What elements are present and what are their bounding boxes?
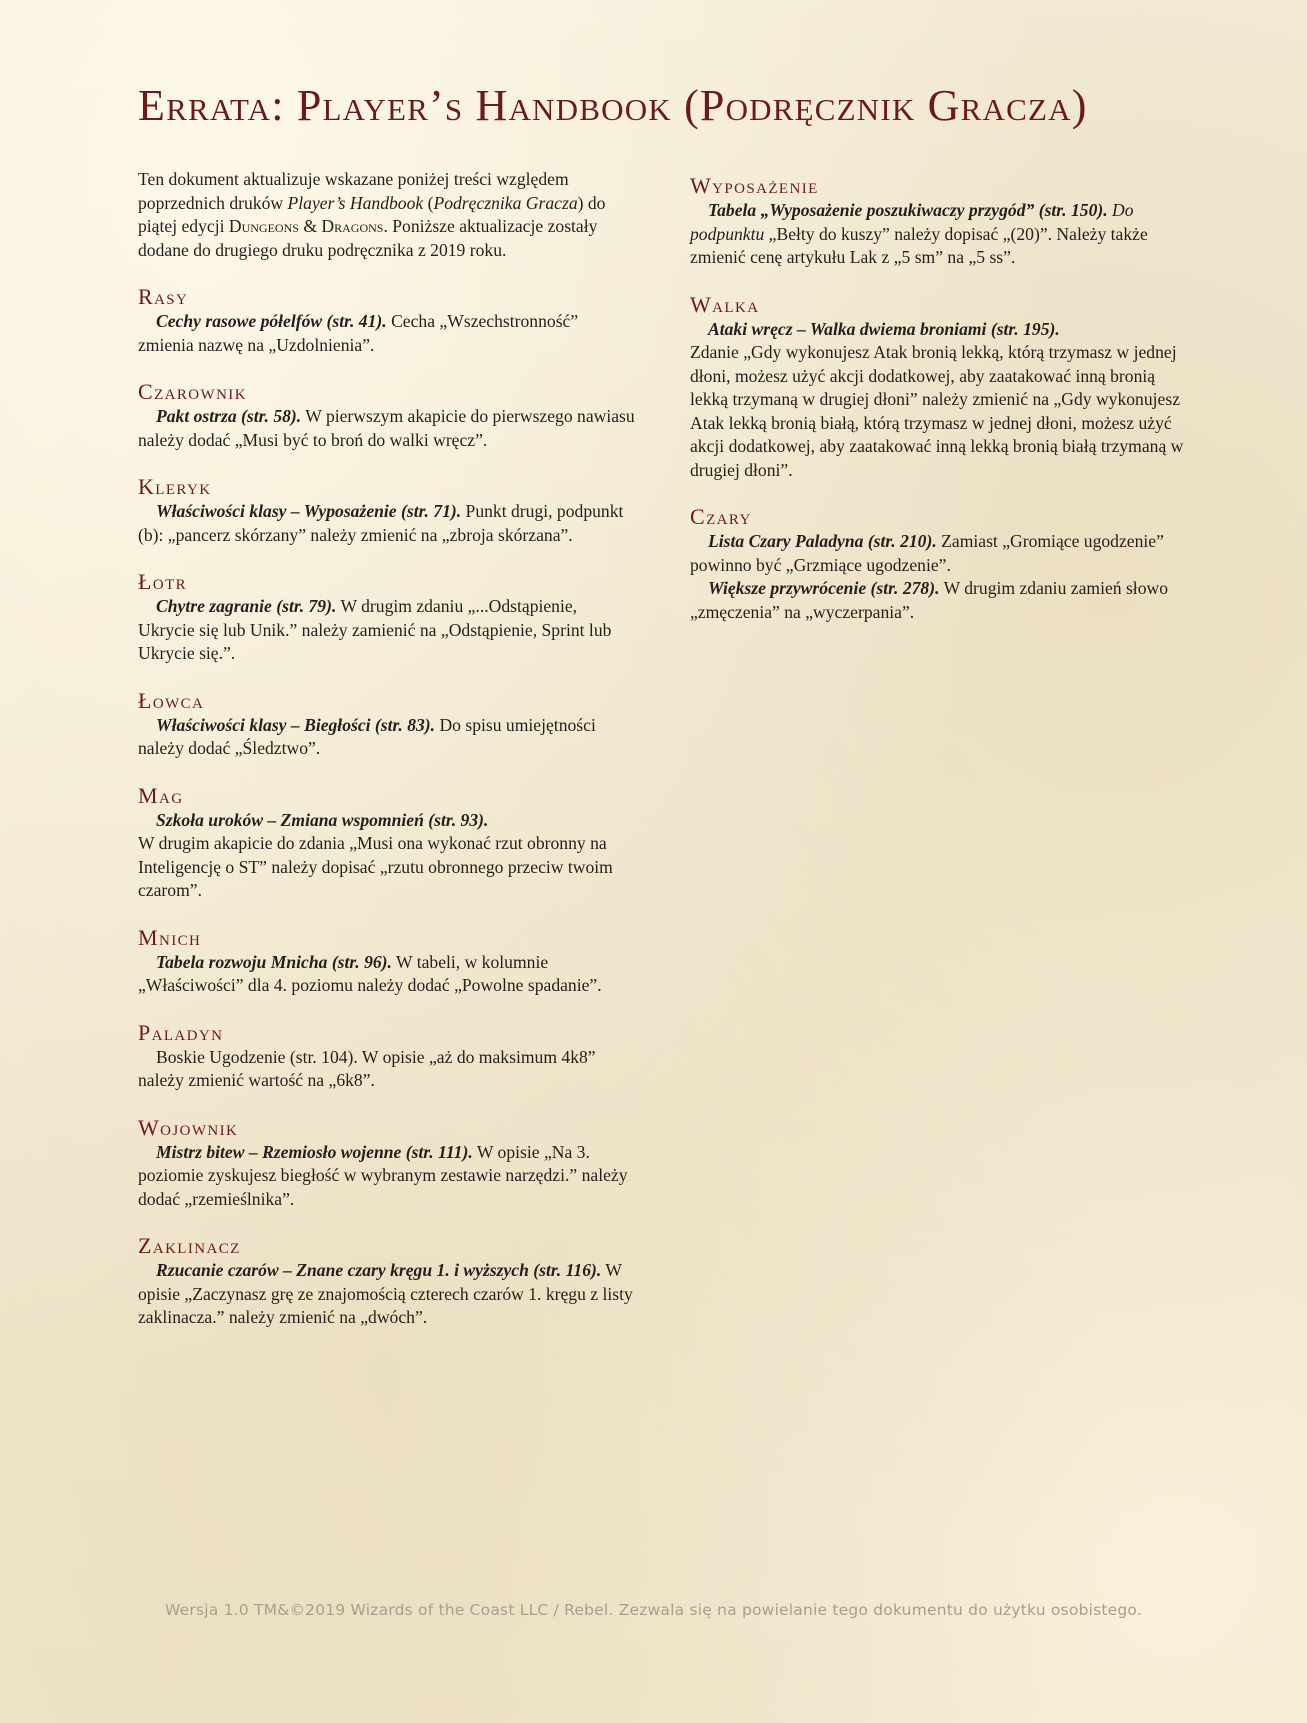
erratum-text: Zdanie „Gdy wykonujesz Atak bronią lekką, którą trzymasz w jednej dłoni, możesz użyć akcji dodatkowej, aby zaatakować inną bronią lekką trzymaną w drugiej dłoni” należy zmienić na „Gdy wykonujesz Atak lekką bronią białą, którą trzymasz w jednej dłoni, możesz użyć akcji dodatkowej, aby zaatakować inną lekką bronią białą trzymaną w drugiej dłoni”. — [690, 342, 1184, 480]
erratum-entry — [138, 310, 638, 357]
intro-book-title-pl: Podręcznika Gracza — [433, 192, 578, 213]
erratum-text: W opisie „Na 3. poziomie zyskujesz biegłość w wybranym zestawie narzędzi.” należy dodać „rzemieślnika”. — [138, 1141, 628, 1209]
section-title: Czarownik — [138, 379, 247, 404]
section-lotr — [138, 570, 638, 666]
erratum-entry — [690, 199, 1195, 270]
erratum-text: W tabeli, w kolumnie „Właściwości” dla 4. poziomu należy dodać „Powolne spadanie”. — [138, 951, 602, 995]
section-czarownik — [138, 380, 638, 452]
erratum-text: Do spisu umiejętności należy dodać „Śledztwo”. — [138, 714, 596, 758]
erratum-entry — [690, 577, 1195, 624]
footer-copyright: Wersja 1.0 TM&©2019 Wizards of the Coast LLC / Rebel. Zezwala się na powielanie tego dokumentu do użytku osobistego. — [165, 1601, 1142, 1619]
intro-text: . Poniższe aktualizacje zostały dodane do drugiego druku podręcznika z 2019 roku. — [138, 216, 598, 260]
section-title: Czary — [690, 504, 752, 529]
intro-book-title-en: Player’s Handbook — [287, 192, 424, 213]
section-title: Mnich — [138, 924, 202, 950]
erratum-entry — [138, 1141, 638, 1212]
section-wojownik — [138, 1116, 638, 1212]
section-paladyn — [138, 1021, 638, 1093]
erratum-entry — [138, 500, 638, 547]
intro-paragraph — [138, 168, 638, 262]
erratum-lead-line — [690, 318, 1195, 342]
erratum-lead: Tabela rozwoju Mnicha (str. 96). — [156, 951, 392, 972]
erratum-lead: Cechy rasowe półelfów (str. 41). — [156, 311, 387, 331]
erratum-entry — [138, 714, 638, 761]
intro-game-name: Dungeons & Dragons — [228, 216, 384, 236]
section-title: Walka — [690, 291, 760, 317]
erratum-text: W opisie „Zaczynasz grę ze znajomością czterech czarów 1. kręgu z listy zaklinacza.” należy zmienić na „dwóch”. — [138, 1260, 633, 1327]
erratum-entry — [138, 951, 638, 998]
section-rasy — [138, 285, 638, 357]
section-title: Zaklinacz — [138, 1233, 241, 1258]
section-lowca — [138, 689, 638, 761]
intro-text: ) do piątej edycji — [138, 192, 606, 236]
erratum-text: Punkt drugi, podpunkt (b): „pancerz skórzany” należy zmienić na „zbroja skórzana”. — [138, 501, 624, 545]
section-title: Wojownik — [138, 1114, 239, 1140]
section-title: Wyposażenie — [690, 173, 819, 198]
erratum-text: W drugim akapicie do zdania „Musi ona wykonać rzut obronny na Inteligencję o ST” należy dopisać „rzutu obronnego przeciw twoim czarom”. — [138, 833, 613, 900]
section-kleryk — [138, 475, 638, 547]
section-title: Paladyn — [138, 1019, 224, 1045]
erratum-text: W drugim zdaniu zamień słowo „zmęczenia” na „wyczerpania”. — [690, 578, 1168, 622]
erratum-lead: Szkoła uroków – Zmiana wspomnień (str. 93). — [156, 809, 489, 830]
erratum-text: W pierwszym akapicie do pierwszego nawiasu należy dodać „Musi być to broń do walki wręcz”. — [138, 406, 635, 450]
section-title: Łowca — [138, 687, 205, 713]
erratum-lead: Ataki wręcz – Walka dwiema broniami (str. 195). — [708, 318, 1060, 339]
erratum-entry — [138, 595, 638, 666]
erratum-lead: Rzucanie czarów – Znane czary kręgu 1. i wyższych (str. 116). — [156, 1260, 602, 1280]
erratum-text: Boskie Ugodzenie (str. 104). W opisie „aż do maksimum 4k8” należy zmienić wartość na „6k8”. — [138, 1046, 596, 1090]
erratum-lead: Mistrz bitew – Rzemiosło wojenne (str. 111). — [156, 1141, 473, 1162]
section-mnich — [138, 926, 638, 998]
erratum-entry — [138, 405, 638, 452]
section-title: Łotr — [138, 569, 188, 594]
page-title: Errata: Player’s Handbook (Podręcznik Gracza) — [138, 81, 1088, 130]
section-wyposazenie — [690, 174, 1195, 270]
erratum-entry — [690, 530, 1195, 577]
section-title: Kleryk — [138, 474, 212, 499]
erratum-lead: Właściwości klasy – Biegłości (str. 83). — [156, 714, 436, 735]
erratum-lead: Pakt ostrza (str. 58). — [156, 406, 302, 426]
erratum-lead-line — [138, 809, 638, 833]
erratum-entry — [138, 1259, 638, 1330]
section-walka — [690, 293, 1195, 483]
erratum-lead: Większe przywrócenie (str. 278). — [708, 578, 940, 598]
erratum-italic: Do podpunktu — [690, 200, 1134, 244]
section-title: Mag — [138, 782, 184, 808]
intro-text: Ten dokument aktualizuje wskazane poniżej treści względem poprzednich druków — [138, 169, 569, 213]
erratum-lead: Lista Czary Paladyna (str. 210). — [708, 531, 937, 551]
section-mag — [138, 784, 638, 903]
erratum-text: „Bełty do kuszy” należy dopisać „(20)”. Należy także zmienić cenę artykułu Lak z „5 sm” na „5 ss”. — [690, 223, 1148, 267]
left-column — [138, 168, 638, 1330]
erratum-text: W drugim zdaniu „...Odstąpienie, Ukrycie się lub Unik.” należy zamienić na „Odstąpienie, Sprint lub Ukrycie się.”. — [138, 596, 612, 663]
erratum-lead: Tabela „Wyposażenie poszukiwaczy przygód” (str. 150). — [708, 200, 1108, 220]
section-zaklinacz — [138, 1234, 638, 1330]
erratum-lead: Chytre zagranie (str. 79). — [156, 596, 337, 616]
section-title: Rasy — [138, 284, 189, 309]
erratum-lead: Właściwości klasy – Wyposażenie (str. 71). — [156, 501, 462, 521]
right-column — [690, 174, 1195, 624]
section-czary — [690, 505, 1195, 624]
erratum-text: Zamiast „Gromiące ugodzenie” powinno być „Grzmiące ugodzenie”. — [690, 531, 1164, 575]
erratum-text: Cecha „Wszechstronność” zmienia nazwę na „Uzdolnienia”. — [138, 311, 579, 355]
intro-text: ( — [423, 192, 434, 213]
